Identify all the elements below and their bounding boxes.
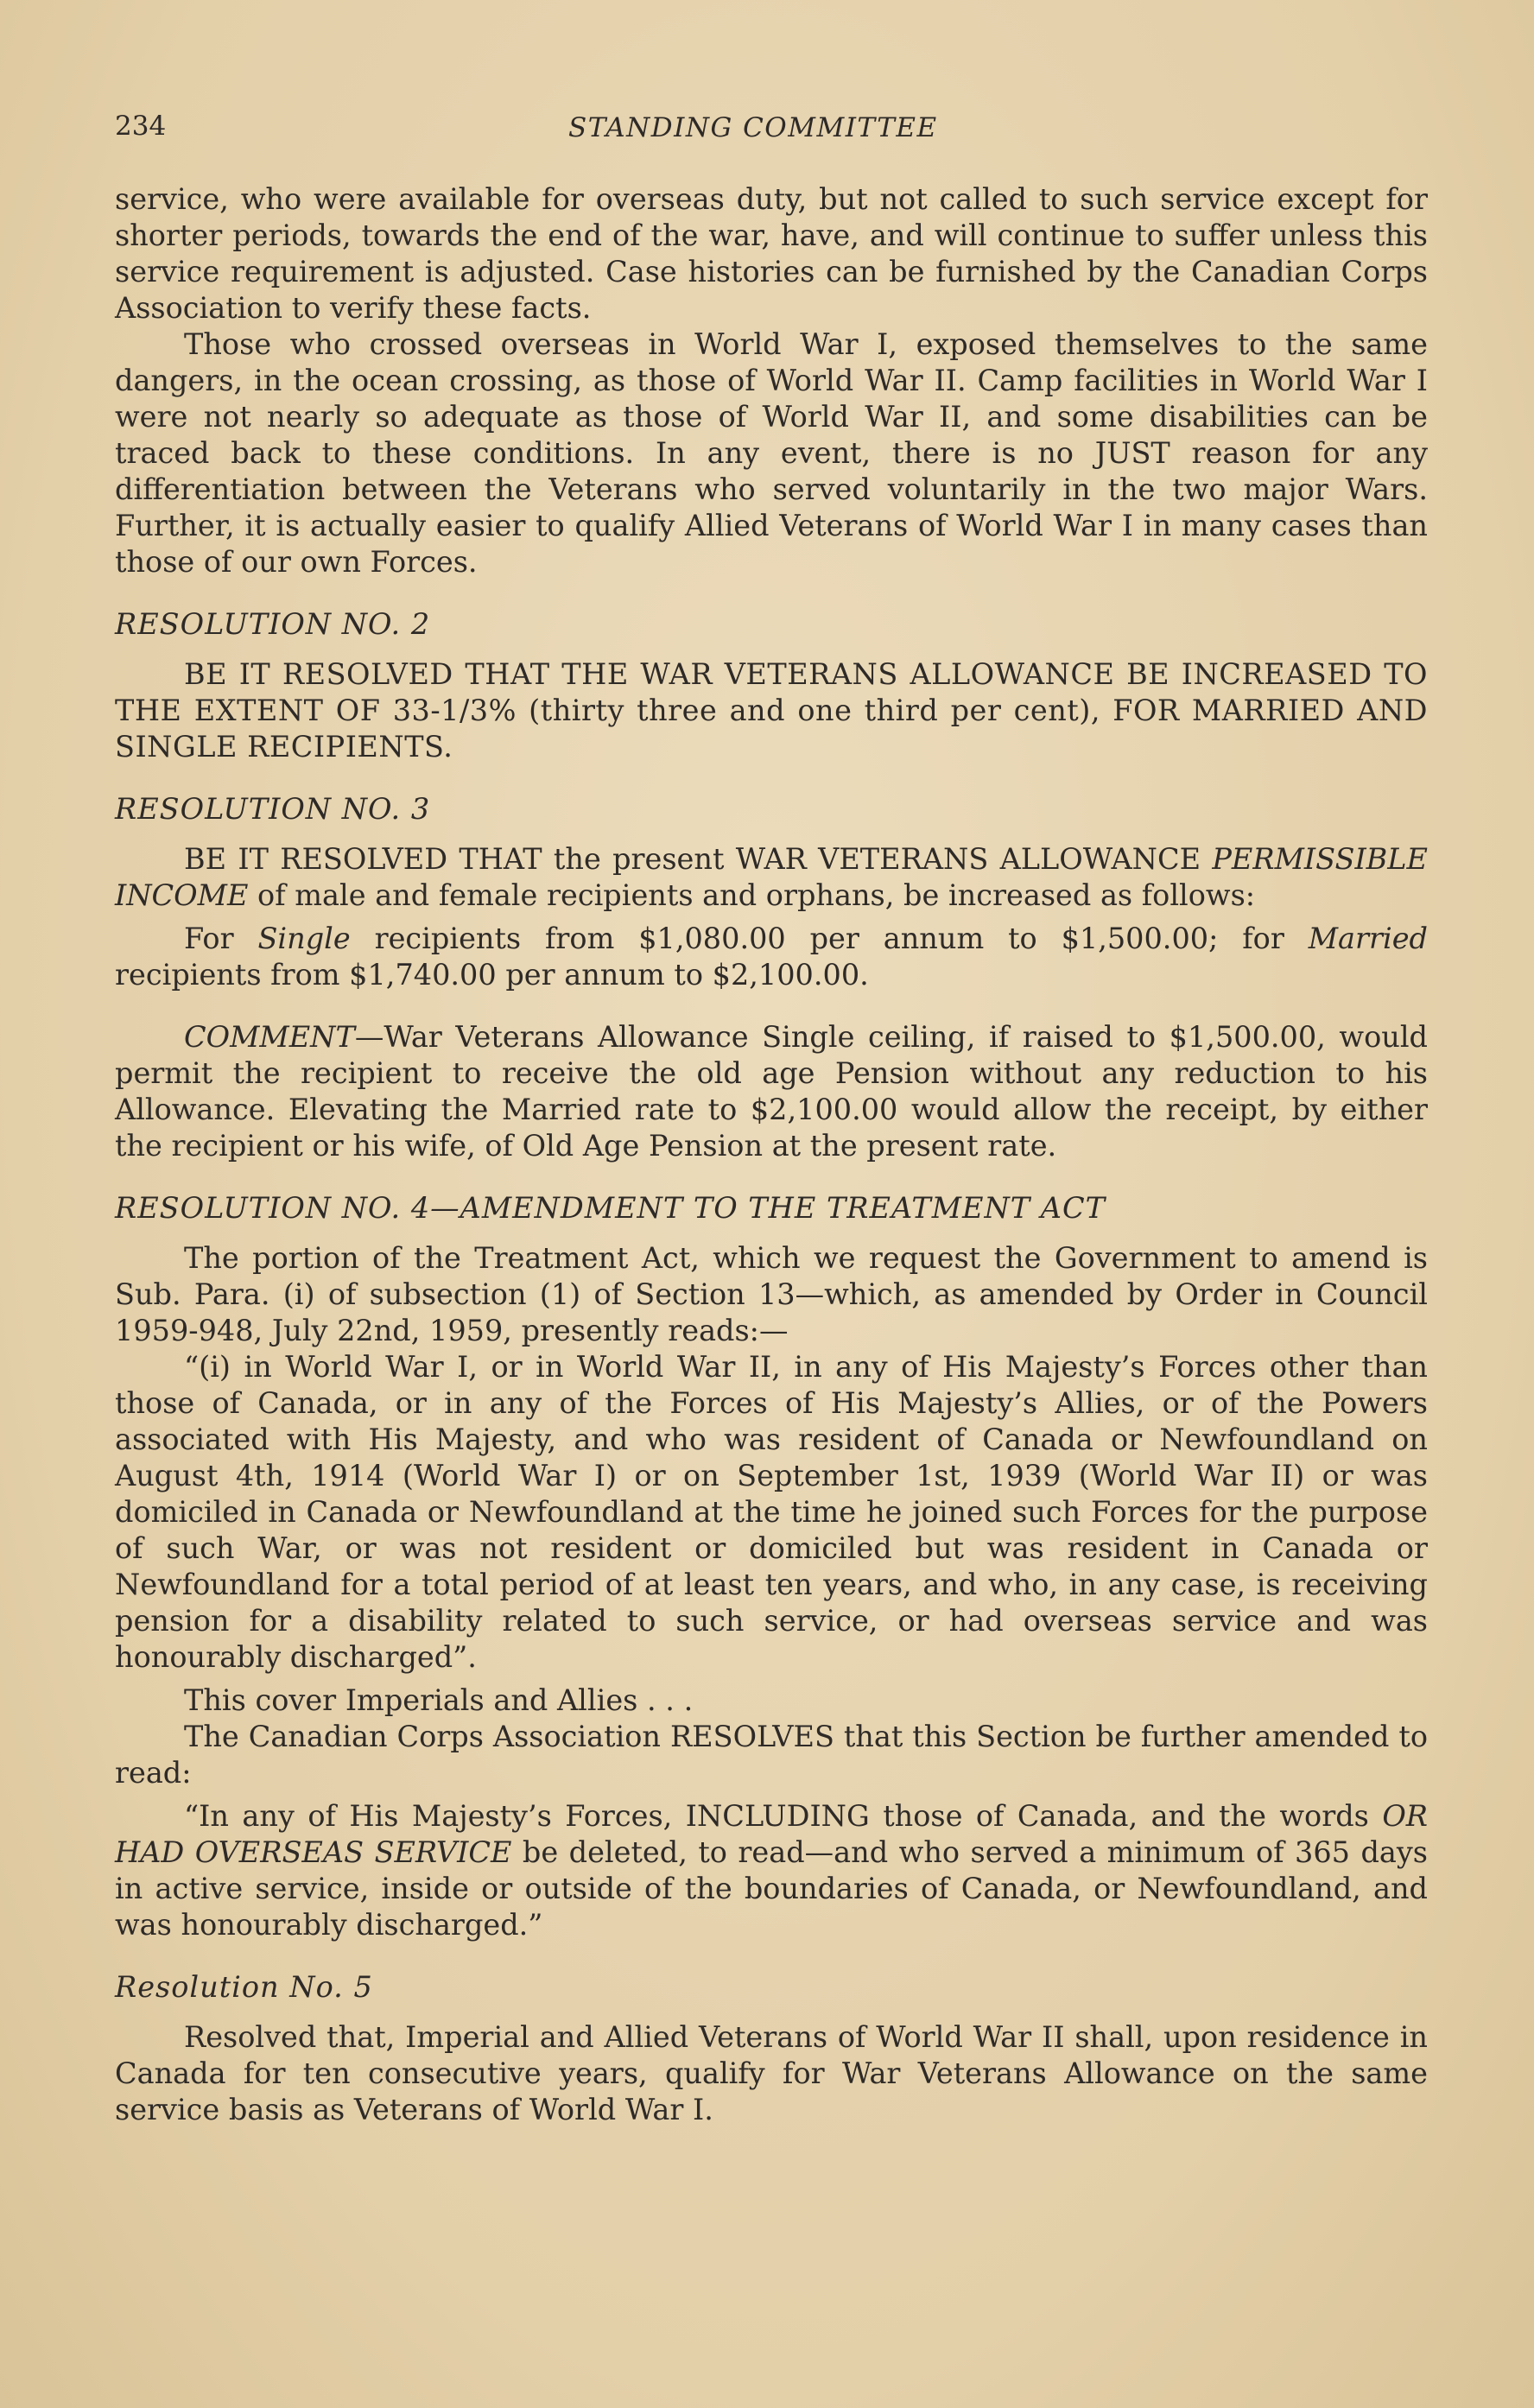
paragraph-continuation: service, who were available for overseas duty, but not called to such service except for shorter periods, towards the end of the war, have, and will continue to suffer unless this service requirement is adjusted. Case histories can be furnished by the Canadian Corps Association to verify these facts. xyxy=(115,182,1428,325)
amendment-text-c: be deleted, to read—and who served a minimum of 365 days in active service, inside or outside of the boundaries of Canada, or Newfoundland, and was honourably discharged.” xyxy=(115,1835,1428,1942)
resolution-4-text: The portion of the Treatment Act, which we request the Government to amend is Sub. Para. (i) of subsection (1) of Section 13—which, as amended by Order in Council 1959-948, July 22nd, 1959, presently reads:— xyxy=(115,1241,1428,1347)
rates-text-a: For xyxy=(184,922,258,955)
rates-text-c: recipients from $1,080.00 per annum to $1,500.00; for xyxy=(350,922,1309,955)
amendment-text-a: “In any of His Majesty’s Forces, INCLUDING those of Canada, and the words xyxy=(184,1799,1383,1833)
paragraph-world-war-comparison: Those who crossed overseas in World War I, exposed themselves to the same dangers, in the ocean crossing, as those of World War II. Camp facilities in World War I were not nearly so adequate as those of World War II, and some disabilities can be traced back to these conditions. In any event, there is no JUST reason for any differentiation between the Veterans who served voluntarily in the two major Wars. Further, it is actually easier to qualify Allied Veterans of World War I in many cases than those of our own Forces. xyxy=(115,327,1428,579)
amendment-text xyxy=(115,1798,1428,1943)
cover-text: This cover Imperials and Allies . . . xyxy=(184,1683,694,1717)
resolution-3-heading: RESOLUTION NO. 3 xyxy=(115,792,431,826)
resolution-5-heading: Resolution No. 5 xyxy=(115,1970,373,2004)
overseas-service-term: OR HAD OVERSEAS SERVICE xyxy=(115,1799,1428,1869)
resolution-5-text: Resolved that, Imperial and Allied Veterans of World War II shall, upon residence in Canada for ten consecutive years, qualify for War Veterans Allowance on the same service basis as Veterans of World War I. xyxy=(115,2020,1428,2126)
document-page xyxy=(115,102,1429,2126)
resolution-3-rates xyxy=(115,921,1428,993)
comment-paragraph xyxy=(115,1019,1428,1164)
running-head: STANDING COMMITTEE xyxy=(568,112,938,143)
comment-text: —War Veterans Allowance Single ceiling, if raised to $1,500.00, would permit the recipient to receive the old age Pension without any reduction to his Allowance. Elevating the Married rate to $2,100.00 would allow the receipt, by either the recipient or his wife, of Old Age Pension at the present rate. xyxy=(115,1020,1428,1163)
married-term: Married xyxy=(1308,922,1429,955)
resolution-3-text-c: of male and female recipients and orphans, be increased as follows: xyxy=(248,878,1256,912)
page-header xyxy=(115,102,1428,154)
resolution-2-heading: RESOLUTION NO. 2 xyxy=(115,607,431,641)
page-number: 234 xyxy=(115,111,167,142)
resolution-2-text: BE IT RESOLVED THAT THE WAR VETERANS ALLOWANCE BE INCREASED TO THE EXTENT OF 33-1/3% (thirty three and one third per cent), FOR MARRIED AND SINGLE RECIPIENTS. xyxy=(115,657,1428,764)
resolution-4-quote: “(i) in World War I, or in World War II, in any of His Majesty’s Forces other than those of Canada, or in any of the Forces of His Majesty’s Allies, or of the Powers associated with His Majesty, and who was resident of Canada or Newfoundland on August 4th, 1914 (World War I) or on September 1st, 1939 (World War II) or was domiciled in Canada or Newfoundland at the time he joined such Forces for the purpose of such War, or was not resident or domiciled but was resident in Canada or Newfoundland for a total period of at least ten years, and who, in any case, is receiving pension for a disability related to such service, or had overseas service and was honourably discharged”. xyxy=(115,1350,1428,1674)
permissible-income-term: PERMISSIBLE INCOME xyxy=(115,842,1428,912)
resolution-3-text xyxy=(115,841,1428,914)
rates-text-e: recipients from $1,740.00 per annum to $2,100.00. xyxy=(115,958,869,992)
comment-label: COMMENT xyxy=(184,1020,355,1054)
single-term: Single xyxy=(257,922,351,955)
resolution-4-heading: RESOLUTION NO. 4—AMENDMENT TO THE TREATMENT ACT xyxy=(115,1191,1106,1225)
resolution-3-text-a: BE IT RESOLVED THAT the present WAR VETERANS ALLOWANCE xyxy=(184,842,1213,876)
page-body xyxy=(115,181,1428,2128)
resolves-text: The Canadian Corps Association RESOLVES that this Section be further amended to read: xyxy=(115,1720,1428,1790)
